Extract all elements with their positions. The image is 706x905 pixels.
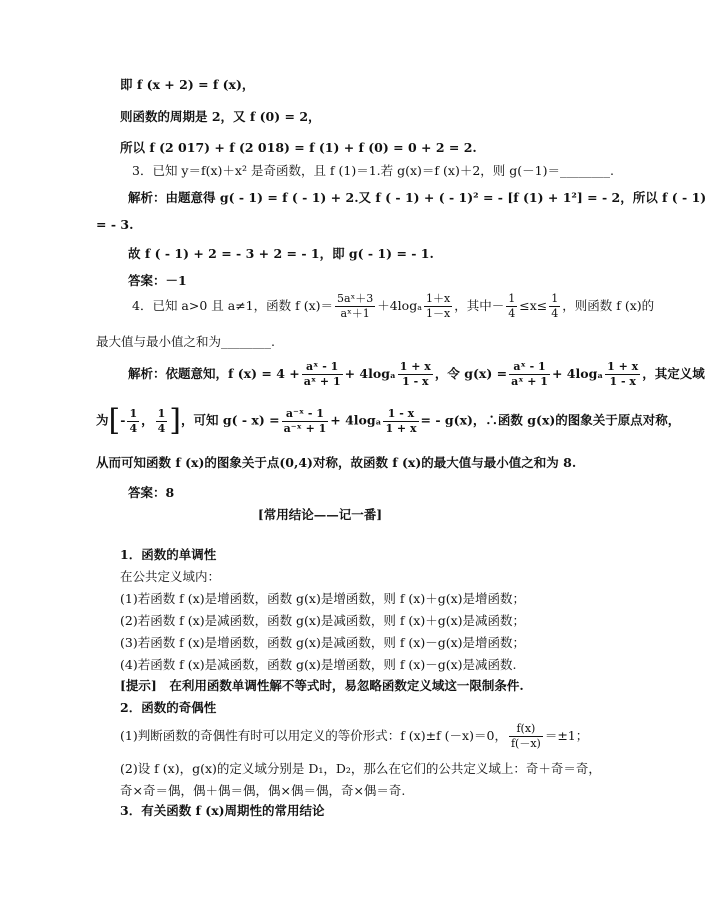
fraction: $\frac{1}{4}$ (157, 406, 166, 435)
tip-line: [提示] 在利用函数单调性解不等式时，易忽略函数定义域这一限制条件. (120, 678, 524, 693)
solution-4-line1: 解析：依题意知，f (x) = 4 + $\frac{\text{aˣ - 1}}{\text{aˣ + 1}}$ + 4logₐ $\frac{1 + x}{1 - x}$ ，令 g(x) = $\frac{\text{aˣ - 1}}{\text{aˣ + 1}}$ + 4logₐ $\frac{1 + x}{1 - x}$ ，其定义域 (128, 360, 705, 388)
solution-3-line3: 故 f ( - 1) + 2 = - 3 + 2 = - 1，即 g( - 1) = - 1. (128, 246, 434, 261)
fraction: $\frac{1+x}{1-x}$ (426, 292, 451, 320)
fraction: $\frac{1}{4}$ (508, 292, 516, 320)
list-item: (4)若函数 f (x)是减函数，函数 g(x)是增函数，则 f (x)－g(x)是减函数. (120, 657, 517, 672)
parity-line2: (2)设 f (x)，g(x)的定义域分别是 D₁，D₂，那么在它们的公共定义域上：奇＋奇＝奇， (120, 761, 601, 776)
text-line: 在公共定义域内： (120, 569, 221, 584)
parity-line3: 奇×奇＝偶，偶＋偶＝偶，偶×偶＝偶，奇×偶＝奇. (120, 783, 406, 798)
fraction: $\frac{1}{4}$ (129, 406, 138, 435)
fraction: $\frac{f(x)}{f(-x)}$ (510, 722, 541, 750)
fraction: $\frac{\text{aˣ - 1}}{\text{aˣ + 1}}$ (303, 360, 341, 388)
fraction: $\frac{\text{a⁻ˣ - 1}}{\text{a⁻ˣ + 1}}$ (283, 406, 327, 435)
solution-4-line2: 为[- $\frac{1}{4}$ ， $\frac{1}{4}$ ]，可知 g( - x) = $\frac{\text{a⁻ˣ - 1}}{\text{a⁻ˣ + 1}}$ + 4logₐ $\frac{1 - x}{1 + x}$ = - g(x)，∴函数 g(x)的图象关于原点对称， (96, 403, 681, 438)
fraction: $\frac{\text{5aˣ＋3}}{\text{aˣ＋1}}$ (337, 292, 374, 320)
question-4-line1: 4．已知 a>0 且 a≠1，函数 f (x)＝ $\frac{\text{5aˣ＋3}}{\text{aˣ＋1}}$ ＋4logₐ $\frac{1+x}{1-x}$ ，其中－ $\frac{1}{4}$ ≤x≤ $\frac{1}{4}$ ，则函数 f (x)的 (132, 292, 655, 320)
text-line: 则函数的周期是 2，又 f (0) = 2， (120, 109, 321, 124)
fraction: $\frac{1 + x}{1 - x}$ (607, 360, 639, 388)
fraction: $\frac{\text{aˣ - 1}}{\text{aˣ + 1}}$ (511, 360, 548, 388)
list-item: (2)若函数 f (x)是减函数，函数 g(x)是减函数，则 f (x)＋g(x)是减函数； (120, 613, 526, 628)
heading-3: 3．有关函数 f (x)周期性的常用结论 (120, 803, 325, 818)
answer-3: 答案：－1 (128, 273, 187, 288)
question-4-line2: 最大值与最小值之和为________. (96, 334, 275, 349)
list-item: (1)若函数 f (x)是增函数，函数 g(x)是增函数，则 f (x)＋g(x)是增函数； (120, 591, 526, 606)
fraction: $\frac{1 - x}{1 + x}$ (385, 406, 417, 435)
answer-4: 答案：8 (128, 485, 175, 500)
heading-2: 2．函数的奇偶性 (120, 700, 217, 715)
solution-3-line2: = - 3. (96, 217, 134, 232)
fraction: $\frac{1 + x}{1 - x}$ (399, 360, 431, 388)
heading-1: 1．函数的单调性 (120, 547, 217, 562)
text-line: 所以 f (2 017) + f (2 018) = f (1) + f (0) = 0 + 2 = 2. (120, 140, 477, 155)
parity-line1: (1)判断函数的奇偶性有时可以用定义的等价形式：f (x)±f (－x)＝0， $\frac{f(x)}{f(-x)}$ ＝±1； (120, 722, 589, 750)
solution-3-line1: 解析：由题意得 g( - 1) = f ( - 1) + 2.又 f ( - 1) + ( - 1)² = - [f (1) + 1²] = - 2，所以 f ( - 1) (128, 190, 706, 205)
text-line: 即 f (x + 2) = f (x)， (120, 77, 255, 92)
list-item: (3)若函数 f (x)是增函数，函数 g(x)是减函数，则 f (x)－g(x)是增函数； (120, 635, 526, 650)
solution-4-line3: 从而可知函数 f (x)的图象关于点(0,4)对称，故函数 f (x)的最大值与最小值之和为 8. (96, 455, 577, 470)
fraction: $\frac{1}{4}$ (551, 292, 559, 320)
section-title: [常用结论——记一番] (257, 507, 383, 522)
question-3: 3．已知 y＝f(x)＋x² 是奇函数，且 f (1)＝1.若 g(x)＝f (x)＋2，则 g(－1)＝________. (132, 163, 614, 178)
